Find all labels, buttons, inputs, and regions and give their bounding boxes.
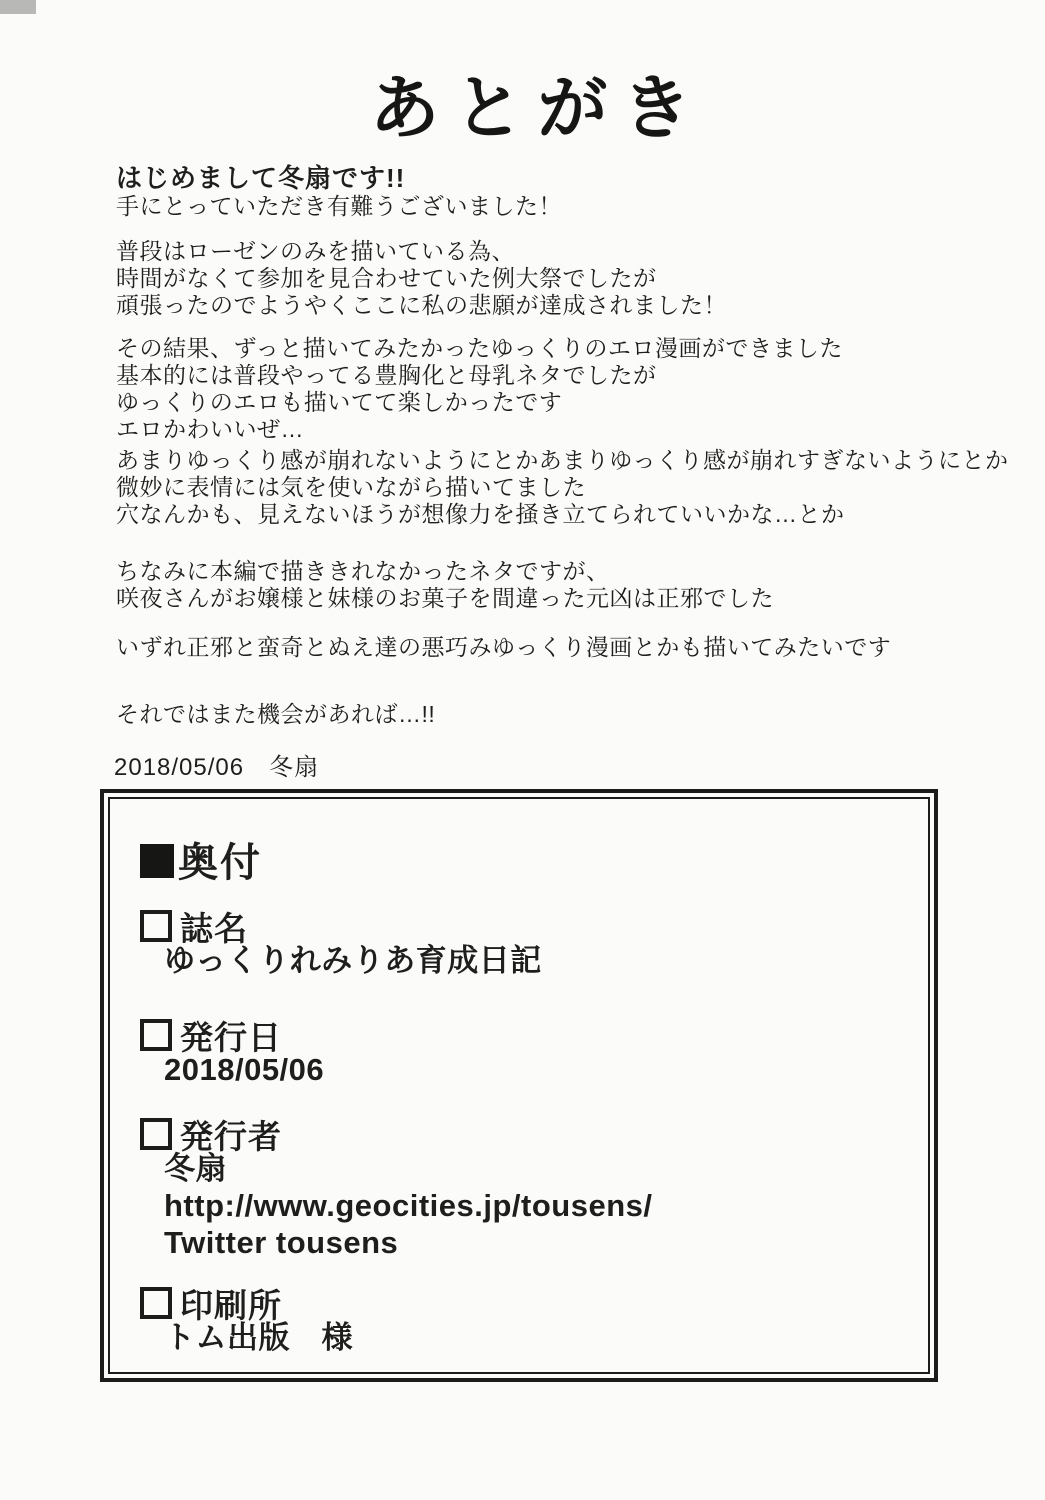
afterword-paragraph-1 — [116, 164, 1021, 220]
afterword-line: ちなみに本編で描ききれなかったネタですが、 — [116, 558, 610, 584]
colophon-label: 印刷所 — [140, 1280, 353, 1319]
colophon-value: ゆっくりれみりあ育成日記 — [164, 943, 542, 978]
afterword-line: 咲夜さんがお嬢様と妹様のお菓子を間違った元凶は正邪でした — [116, 585, 774, 611]
open-square-icon — [140, 910, 172, 942]
colophon-box — [100, 789, 938, 1382]
afterword-paragraph-4 — [116, 447, 1021, 528]
open-square-icon — [140, 1287, 172, 1319]
afterword-line: エロかわいいぜ… — [116, 416, 304, 442]
colophon-entry-printer — [140, 1280, 353, 1356]
open-square-icon — [140, 1019, 172, 1051]
colophon-entry-publisher — [140, 1111, 653, 1261]
afterword-line: はじめまして冬扇です!! — [116, 163, 406, 193]
colophon-value-twitter: Twitter tousens — [164, 1225, 399, 1260]
afterword-paragraph-6 — [116, 634, 1021, 661]
date-signature: 2018/05/06 冬扇 — [114, 754, 320, 781]
colophon-value: 冬扇 — [164, 1151, 227, 1186]
afterword-line: 頑張ったのでようやくここに私の悲願が達成されました！ — [116, 292, 727, 318]
afterword-paragraph-7 — [116, 701, 1021, 728]
afterword-line: 普段はローゼンのみを描いている為、 — [116, 238, 516, 264]
afterword-line: それではまた機会があれば…!! — [116, 701, 436, 727]
filled-square-icon — [140, 844, 174, 878]
colophon-entry-publish-date — [140, 1012, 324, 1088]
colophon-label: 発行日 — [140, 1012, 324, 1051]
colophon-heading-label: 奥付 — [178, 841, 262, 885]
afterword-line: ゆっくりのエロも描いてて楽しかったです — [116, 389, 563, 415]
afterword-line: 微妙に表情には気を使いながら描いてました — [116, 474, 586, 500]
afterword-line: その結果、ずっと描いてみたかったゆっくりのエロ漫画ができました — [116, 335, 843, 361]
afterword-line: 時間がなくて参加を見合わせていた例大祭でしたが — [116, 265, 657, 291]
afterword-line: 基本的には普段やってる豊胸化と母乳ネタでしたが — [116, 362, 657, 388]
afterword-paragraph-3 — [116, 335, 1021, 443]
afterword-line: 穴なんかも、見えないほうが想像力を掻き立てられていいかな…とか — [116, 501, 845, 527]
colophon-value-url: http://www.geocities.jp/tousens/ — [164, 1188, 653, 1223]
colophon-label: 誌名 — [140, 903, 542, 942]
colophon-heading — [140, 831, 262, 888]
afterword-paragraph-2 — [116, 238, 1021, 319]
colophon-label: 発行者 — [140, 1111, 653, 1150]
colophon-entry-title — [140, 903, 542, 979]
page-title: あとがき — [369, 66, 706, 149]
afterword-line: いずれ正邪と蛮奇とぬえ達の悪巧みゆっくり漫画とかも描いてみたいです — [116, 634, 892, 660]
open-square-icon — [140, 1118, 172, 1150]
colophon-value: 2018/05/06 — [164, 1052, 325, 1087]
afterword-paragraph-5 — [116, 558, 1021, 612]
afterword-line: 手にとっていただき有難うございました！ — [116, 193, 563, 219]
colophon-value: トム出版 様 — [164, 1320, 353, 1355]
afterword-line: あまりゆっくり感が崩れないようにとかあまりゆっくり感が崩れすぎないようにとか — [116, 447, 1009, 473]
scan-artifact — [0, 0, 36, 14]
